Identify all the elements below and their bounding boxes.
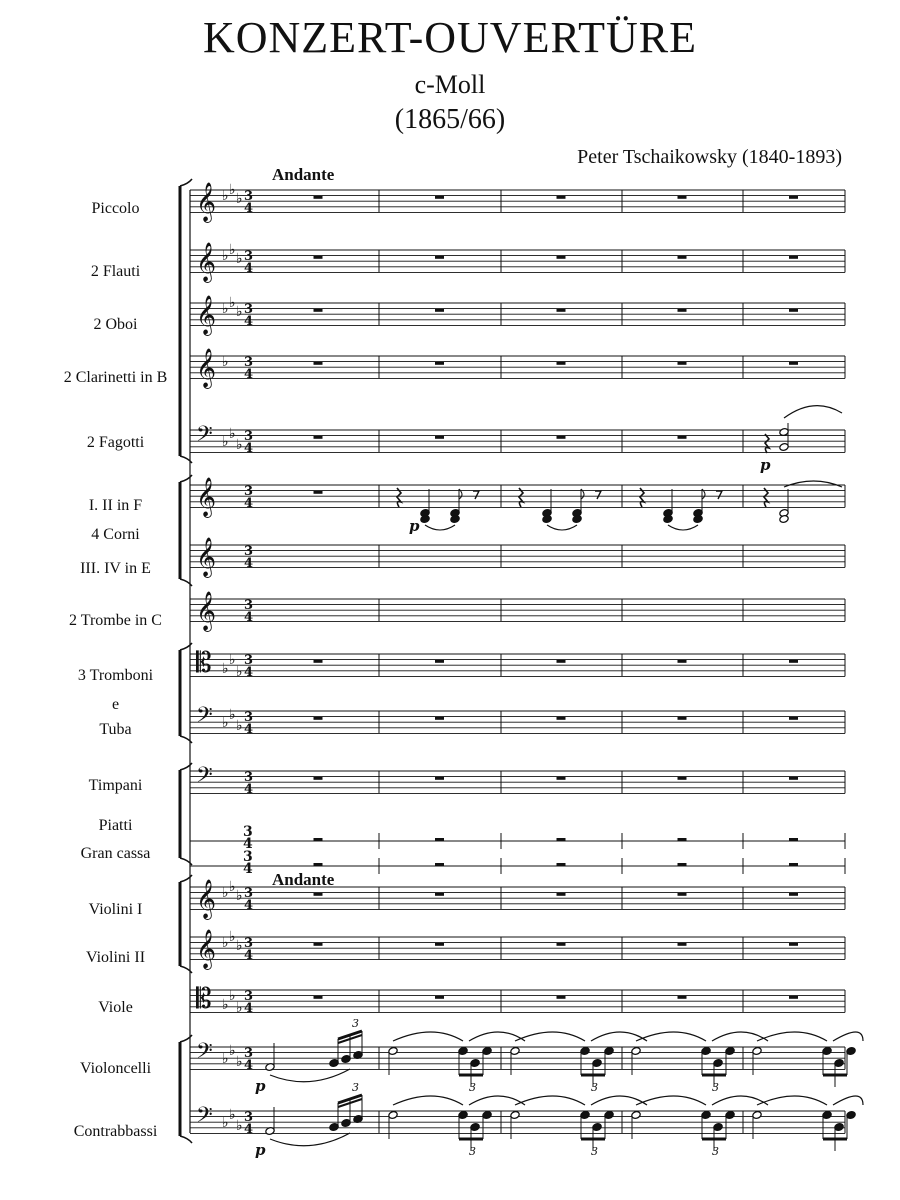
flat-icon: ♭ [222,885,229,901]
whole-rest [678,893,687,896]
flat-icon: ♭ [229,295,236,311]
flat-icon: ♭ [236,664,243,680]
tie-slur [270,1133,350,1146]
whole-rest [557,777,566,780]
bass-clef-icon: 𝄢 [196,703,213,733]
flat-icon: ♭ [236,1000,243,1016]
flat-icon: ♭ [236,938,243,954]
whole-rest [678,838,687,841]
time-signature-bottom: 4 [244,496,254,511]
label-tuba: Tuba [99,721,132,738]
flat-icon: ♭ [222,715,229,731]
tie-slur [515,1032,585,1041]
flat-icon: ♭ [229,707,236,723]
whole-rest [435,943,444,946]
whole-rest [435,996,444,999]
time-signature-top: 3 [244,710,254,725]
label-trombe: 2 Trombe in C [69,612,162,629]
flat-icon: ♭ [236,888,243,904]
flat-icon: ♭ [222,248,229,264]
bass-clef-icon: 𝄢 [196,422,213,452]
tuplet-number: 3 [469,1081,476,1094]
tuplet-number: 3 [469,1145,476,1158]
time-signature-bottom: 4 [244,1122,254,1137]
treble-clef-icon: 𝄞 [196,477,217,517]
tie-slur [636,1096,706,1105]
whole-rest [314,838,323,841]
flat-icon: ♭ [236,718,243,734]
whole-rest [314,717,323,720]
whole-rest [314,196,323,199]
whole-rest [435,196,444,199]
whole-rest [314,893,323,896]
whole-rest [678,256,687,259]
flat-icon: ♭ [229,929,236,945]
whole-rest [789,256,798,259]
time-signature-bottom: 4 [243,836,253,852]
flat-icon: ♭ [222,661,229,677]
flat-icon: ♭ [236,191,243,207]
whole-rest [314,863,323,866]
time-signature-top: 3 [244,249,254,264]
label-oboi: 2 Oboi [93,316,138,333]
score-key: c-Moll [414,70,486,99]
flat-icon: ♭ [222,301,229,317]
bracket-hook [180,179,192,186]
time-signature-bottom: 4 [244,1058,254,1073]
time-signature-bottom: 4 [244,441,254,456]
whole-rest [435,309,444,312]
flat-icon: ♭ [229,1043,236,1059]
flat-icon: ♭ [222,354,229,370]
flat-icon: ♭ [229,879,236,895]
flat-icon: ♭ [236,251,243,267]
time-signature-bottom: 4 [244,722,254,737]
eighth-rest [595,491,601,499]
tuplet-number: 3 [712,1145,719,1158]
label-violini-1: Violini I [88,901,143,918]
dynamic-piano: p [760,456,771,474]
time-signature-bottom: 4 [244,610,254,625]
flat-icon: ♭ [222,935,229,951]
whole-rest [314,256,323,259]
whole-rest [789,362,798,365]
label-violoncelli: Violoncelli [79,1060,152,1077]
tie-slur [270,1069,350,1082]
tie-slur [515,1096,585,1105]
label-corni-12: I. II in F [88,497,143,514]
tie-slur [425,525,455,530]
label-violini-2: Violini II [85,949,146,966]
alto-clef-icon: 𝄡 [196,982,212,1015]
time-signature-top: 3 [244,429,254,444]
label-piccolo: Piccolo [91,200,140,217]
whole-rest [435,717,444,720]
whole-rest [789,309,798,312]
label-contrabassi: Contrabbassi [73,1123,158,1140]
composer-credit: Peter Tschaikowsky (1840-1893) [577,146,842,168]
time-signature-top: 3 [244,989,254,1004]
treble-clef-icon: 𝄞 [196,591,217,631]
time-signature-top: 3 [244,544,254,559]
bracket-hook [180,1136,192,1143]
tie-slur [393,1096,463,1105]
whole-rest [435,660,444,663]
tuplet-number: 3 [712,1081,719,1094]
time-signature-bottom: 4 [244,782,254,797]
time-signature-top: 3 [244,886,254,901]
time-signature-top: 3 [244,1046,254,1061]
whole-rest [789,196,798,199]
flat-icon: ♭ [229,652,236,668]
whole-rest [557,196,566,199]
whole-rest [678,863,687,866]
whole-rest [678,660,687,663]
whole-rest [314,777,323,780]
tie-slur [833,1096,863,1105]
treble-clef-icon: 𝄞 [196,348,217,388]
time-signature-bottom: 4 [244,948,254,963]
tuplet-number: 3 [591,1081,598,1094]
time-signature-top: 3 [244,484,254,499]
time-signature-top: 3 [244,936,254,951]
whole-rest [435,256,444,259]
label-clarinetti: 2 Clarinetti in B [63,369,168,386]
whole-rest [789,838,798,841]
treble-clef-icon: 𝄞 [196,182,217,222]
whole-rest [314,362,323,365]
tie-slur [833,1032,863,1041]
label-piatti: Piatti [98,817,133,834]
whole-rest [557,893,566,896]
tie-slur [668,525,698,530]
whole-rest [314,309,323,312]
whole-rest [789,943,798,946]
whole-rest [435,893,444,896]
whole-rest [435,863,444,866]
tie-slur [757,1032,827,1041]
label-fagotti: 2 Fagotti [86,434,145,451]
time-signature-bottom: 4 [244,367,254,382]
time-signature-bottom: 4 [244,261,254,276]
time-signature-top: 3 [244,189,254,204]
whole-rest [435,777,444,780]
whole-rest [678,943,687,946]
flat-icon: ♭ [229,242,236,258]
label-corni-group: 4 Corni [91,526,140,543]
flat-icon: ♭ [236,437,243,453]
whole-rest [678,717,687,720]
whole-rest [557,717,566,720]
flat-icon: ♭ [236,304,243,320]
score-years: (1865/66) [394,104,506,135]
label-corni-34: III. IV in E [80,560,151,577]
whole-rest [557,838,566,841]
tie-slur [547,525,577,530]
flat-icon: ♭ [236,1054,243,1070]
flat-icon: ♭ [236,1118,243,1134]
label-gran-cassa: Gran cassa [80,845,151,862]
label-tromboni: 3 Tromboni [77,667,154,684]
flat-icon: ♭ [229,988,236,1004]
whole-rest [314,996,323,999]
whole-rest [557,309,566,312]
flat-icon: ♭ [222,997,229,1013]
dynamic-piano: p [255,1077,266,1095]
time-signature-bottom: 4 [244,314,254,329]
flat-icon: ♭ [222,1115,229,1131]
flat-icon: ♭ [229,182,236,198]
whole-rest [314,436,323,439]
time-signature-top: 3 [244,355,254,370]
whole-rest [789,660,798,663]
eighth-rest [473,491,479,499]
time-signature-bottom: 4 [243,861,253,877]
time-signature-top: 3 [244,653,254,668]
tempo-marking-upper: Andante [272,165,335,184]
time-signature-top: 3 [244,598,254,613]
treble-clef-icon: 𝄞 [196,537,217,577]
time-signature-bottom: 4 [244,898,254,913]
dynamic-piano: p [409,517,420,535]
flat-icon: ♭ [222,188,229,204]
whole-rest [678,436,687,439]
whole-rest [678,196,687,199]
tempo-marking-lower: Andante [272,870,335,889]
bass-clef-icon: 𝄢 [196,1103,213,1133]
treble-clef-icon: 𝄞 [196,242,217,282]
time-signature-bottom: 4 [244,1001,254,1016]
flat-icon: ♭ [229,426,236,442]
whole-rest [789,996,798,999]
alto-clef-icon: 𝄡 [196,646,212,679]
time-signature-top: 3 [243,824,253,840]
whole-rest [678,777,687,780]
treble-clef-icon: 𝄞 [196,929,217,969]
tie-slur [784,481,842,487]
time-signature-top: 3 [244,1110,254,1125]
eighth-rest [716,491,722,499]
whole-rest [789,893,798,896]
whole-rest [557,943,566,946]
whole-rest [557,996,566,999]
tuplet-number: 3 [591,1145,598,1158]
flat-icon: ♭ [222,1051,229,1067]
flat-icon: ♭ [229,1107,236,1123]
whole-rest [678,362,687,365]
whole-rest [557,863,566,866]
time-signature-top: 3 [243,849,253,865]
whole-rest [314,660,323,663]
label-timpani: Timpani [88,777,143,794]
whole-rest [557,256,566,259]
whole-rest [435,436,444,439]
time-signature-top: 3 [244,770,254,785]
quarter-rest [765,434,769,453]
whole-rest [789,717,798,720]
whole-rest [678,309,687,312]
time-signature-top: 3 [244,302,254,317]
flat-icon: ♭ [222,434,229,450]
whole-rest [557,362,566,365]
whole-rest [314,491,323,494]
label-viole: Viole [98,999,133,1016]
score-title: KONZERT-OUVERTÜRE [202,13,698,62]
treble-clef-icon: 𝄞 [196,295,217,335]
whole-rest [557,436,566,439]
treble-clef-icon: 𝄞 [196,879,217,919]
tie-slur [757,1096,827,1105]
whole-rest [435,362,444,365]
dynamic-piano: p [255,1141,266,1159]
whole-rest [557,660,566,663]
tie-slur [393,1032,463,1041]
whole-rest [435,838,444,841]
bass-clef-icon: 𝄢 [196,1039,213,1069]
time-signature-bottom: 4 [244,665,254,680]
bass-clef-icon: 𝄢 [196,763,213,793]
label-flauti: 2 Flauti [90,263,141,280]
whole-rest [789,863,798,866]
tie-slur [636,1032,706,1041]
time-signature-bottom: 4 [244,201,254,216]
tuplet-number: 3 [352,1081,359,1094]
whole-rest [314,943,323,946]
whole-rest [789,777,798,780]
label-tromboni-e: e [111,696,120,713]
tie-slur [784,406,842,418]
whole-rest [678,996,687,999]
tuplet-number: 3 [352,1017,359,1030]
time-signature-bottom: 4 [244,556,254,571]
